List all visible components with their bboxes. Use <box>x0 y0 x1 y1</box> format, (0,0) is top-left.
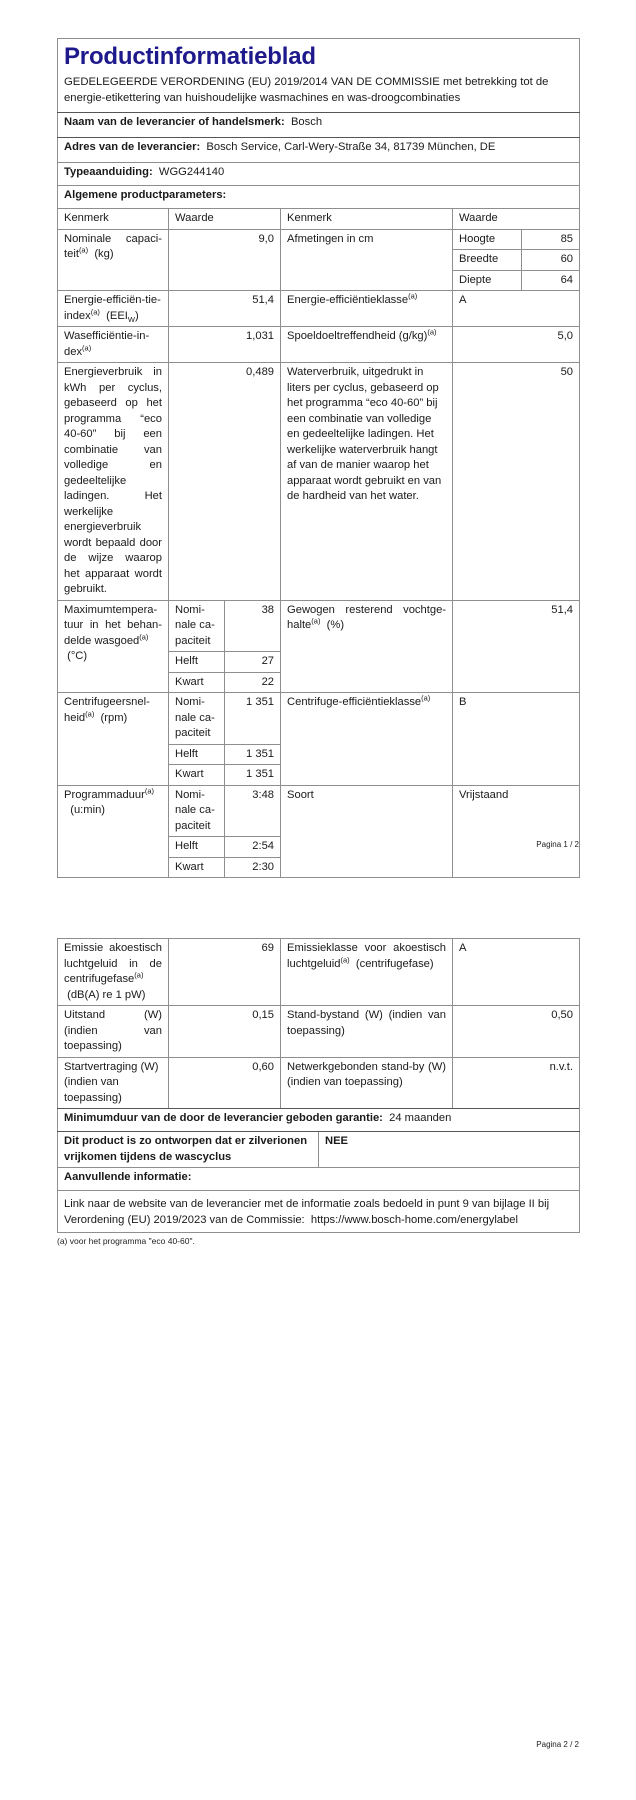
networked-standby-label: Netwerkgebonden stand-by (W) (indien van toepassing) <box>281 1057 453 1109</box>
regulation-subtitle: GEDELEGEERDE VERORDENING (EU) 2019/2014 VAN DE COMMISSIE met betrekking tot de energie-etikettering van huishoudelijke wasmachines en was-droogcombinaties <box>64 76 549 104</box>
residual-moisture-value: 51,4 <box>453 600 580 693</box>
silver-ions-label: Dit product is zo ontworpen dat er zilverionen vrijkomen tijdens de wascyclus <box>58 1132 319 1168</box>
general-params-row <box>58 186 580 209</box>
page-1 <box>57 38 579 878</box>
warranty-label: Minimumduur van de door de leverancier geboden garantie: <box>64 1112 383 1124</box>
table-row <box>58 600 580 652</box>
page-title: Productinformatieblad <box>64 43 316 70</box>
table-row <box>58 363 580 601</box>
max-temp-half-label: Helft <box>169 652 225 673</box>
spin-half-value: 1 351 <box>225 744 281 765</box>
table-row <box>58 229 580 250</box>
washing-efficiency-value: 1,031 <box>169 327 281 363</box>
energy-class-value: A <box>453 291 580 327</box>
noise-class-value: A <box>453 939 580 1006</box>
energy-label-link[interactable]: https://www.bosch-home.com/energylabel <box>310 1213 518 1226</box>
table-row <box>58 1057 580 1109</box>
type-value: WGG244140 <box>158 166 225 178</box>
noise-emission-value: 69 <box>169 939 281 1006</box>
depth-label: Diepte <box>453 270 522 291</box>
max-temp-half-value: 27 <box>225 652 281 673</box>
off-mode-value: 0,15 <box>169 1006 281 1058</box>
energy-consumption-label: Energieverbruik in kWh per cyclus, gebaseerd op het programma “eco 40-60” bij een combinatie van volledige en gedeeltelijke ladingen. Het werkelijke energieverbruik wordt bepaald door de wijze waarop het apparaat wordt gebruikt. <box>58 363 169 601</box>
table-row <box>58 1006 580 1058</box>
footnote: (a) voor het programma "eco 40-60". <box>57 1236 195 1246</box>
additional-table <box>57 1108 580 1233</box>
parameters-table-continued <box>57 938 580 1109</box>
page-2 <box>57 938 579 1246</box>
supplier-value: Bosch <box>290 116 323 128</box>
silver-ions-value: NEE <box>319 1132 580 1168</box>
duration-half-label: Helft <box>169 837 225 858</box>
spin-class-label: Centrifuge-efficiëntieklasse$^{(a)}$ <box>281 693 453 786</box>
table-header-row <box>58 209 580 230</box>
spin-half-label: Helft <box>169 744 225 765</box>
spin-speed-label: Centrifugeersnel-heid$^{(a)}$ (rpm) <box>58 693 169 786</box>
table-row <box>58 785 580 837</box>
standby-value: 0,50 <box>453 1006 580 1058</box>
spin-class-value: B <box>453 693 580 786</box>
parameters-table <box>57 208 580 878</box>
header-kenmerk-2: Kenmerk <box>281 209 453 230</box>
rinsing-label: Spoeldoeltreffendheid $(g/kg)^{(a)}$ <box>281 327 453 363</box>
general-params-label: Algemene productparameters: <box>64 189 227 201</box>
height-value: 85 <box>522 229 580 250</box>
depth-value: 64 <box>522 270 580 291</box>
duration-quarter-label: Kwart <box>169 857 225 878</box>
duration-half-value: 2:54 <box>225 837 281 858</box>
page-number-1: Pagina 1 / 2 <box>536 840 579 849</box>
delay-start-label: Startvertraging (W) (indien van toepassing) <box>58 1057 169 1109</box>
eei-value: 51,4 <box>169 291 281 327</box>
standby-label: Stand-bystand (W) (indien van toepassing) <box>281 1006 453 1058</box>
duration-nominal-value: 3:48 <box>225 785 281 837</box>
type-row <box>58 163 580 186</box>
spin-quarter-label: Kwart <box>169 765 225 786</box>
warranty-value: 24 maanden <box>389 1112 452 1124</box>
address-label: Adres van de leverancier: <box>64 141 201 153</box>
address-value: Bosch Service, Carl-Wery-Straße 34, 81739 München, DE <box>206 141 496 153</box>
energy-class-label: Energie-efficiëntieklasse$^{(a)}$ <box>281 291 453 327</box>
product-info-header-table <box>57 38 580 209</box>
additional-info-row <box>58 1191 580 1233</box>
width-value: 60 <box>522 250 580 271</box>
table-row <box>58 939 580 1006</box>
additional-info-label: Aanvullende informatie: <box>58 1168 580 1191</box>
spin-nominal-value: 1 351 <box>225 693 281 745</box>
washing-efficiency-label: Wasefficiëntie-in-dex$^{(a)}$ <box>58 327 169 363</box>
type-label: Typeaanduiding: <box>64 166 153 178</box>
programme-duration-label: Programmaduur$^{(a)}$ (u:min) <box>58 785 169 878</box>
noise-emission-label: Emissie akoestisch luchtgeluid in de centrifugefase$^{(a)}$ (dB(A) re 1 pW) <box>58 939 169 1006</box>
supplier-row <box>58 113 580 138</box>
title-block <box>58 39 580 113</box>
delay-start-value: 0,60 <box>169 1057 281 1109</box>
networked-standby-value: n.v.t. <box>453 1057 580 1109</box>
eei-label: Energie-efficiën-tie-index$^{(a)}$ $(EEI_W)$ <box>58 291 169 327</box>
warranty-row <box>58 1109 580 1132</box>
noise-class-label: Emissieklasse voor akoestisch luchtgeluid$^{(a)}$ (centrifugefase) <box>281 939 453 1006</box>
table-row <box>58 693 580 745</box>
address-row <box>58 138 580 163</box>
width-label: Breedte <box>453 250 522 271</box>
page-number-2: Pagina 2 / 2 <box>536 1740 579 1749</box>
water-consumption-value: 50 <box>453 363 580 601</box>
dimensions-label: Afmetingen in cm <box>281 229 453 291</box>
max-temperature-label: Maximumtempera-tuur in het behan-delde wasgoed$^{(a)}$ (°C) <box>58 600 169 693</box>
header-waarde-1: Waarde <box>169 209 281 230</box>
max-temp-quarter-label: Kwart <box>169 672 225 693</box>
type-value: Vrijstaand <box>453 785 580 878</box>
header-kenmerk-1: Kenmerk <box>58 209 169 230</box>
energy-consumption-value: 0,489 <box>169 363 281 601</box>
supplier-label: Naam van de leverancier of handelsmerk: <box>64 116 285 128</box>
header-waarde-2: Waarde <box>453 209 580 230</box>
duration-nominal-label: Nomi-nale ca-paciteit <box>169 785 225 837</box>
spin-quarter-value: 1 351 <box>225 765 281 786</box>
height-label: Hoogte <box>453 229 522 250</box>
water-consumption-label: Waterverbruik, uitgedrukt in liters per cyclus, gebaseerd op het programma “eco 40-60” bij een combinatie van volledige en gedeeltelijke ladingen. Het werkelijke waterverbruik hangt af van de manier waarop het apparaat wordt gebruikt en van de hardheid van het water. <box>281 363 453 601</box>
nominal-capacity-label: Nominale capaci-teit$^{(a)}$ (kg) <box>58 229 169 291</box>
type-label: Soort <box>281 785 453 878</box>
rinsing-value: 5,0 <box>453 327 580 363</box>
additional-info-text: Link naar de website van de leverancier met de informatie zoals bedoeld in punt 9 van bijlage II bij Verordening (EU) 2019/2023 van de Commissie: <box>64 1198 550 1226</box>
nominal-capacity-value: 9,0 <box>169 229 281 291</box>
residual-moisture-label: Gewogen resterend vochtge-halte$^{(a)}$ (%) <box>281 600 453 693</box>
max-temp-nominal-value: 38 <box>225 600 281 652</box>
spin-nominal-label: Nomi-nale ca-paciteit <box>169 693 225 745</box>
table-row <box>58 327 580 363</box>
duration-quarter-value: 2:30 <box>225 857 281 878</box>
max-temp-nominal-label: Nomi-nale ca-paciteit <box>169 600 225 652</box>
table-row <box>58 291 580 327</box>
off-mode-label: Uitstand (W) (indien van toepassing) <box>58 1006 169 1058</box>
max-temp-quarter-value: 22 <box>225 672 281 693</box>
